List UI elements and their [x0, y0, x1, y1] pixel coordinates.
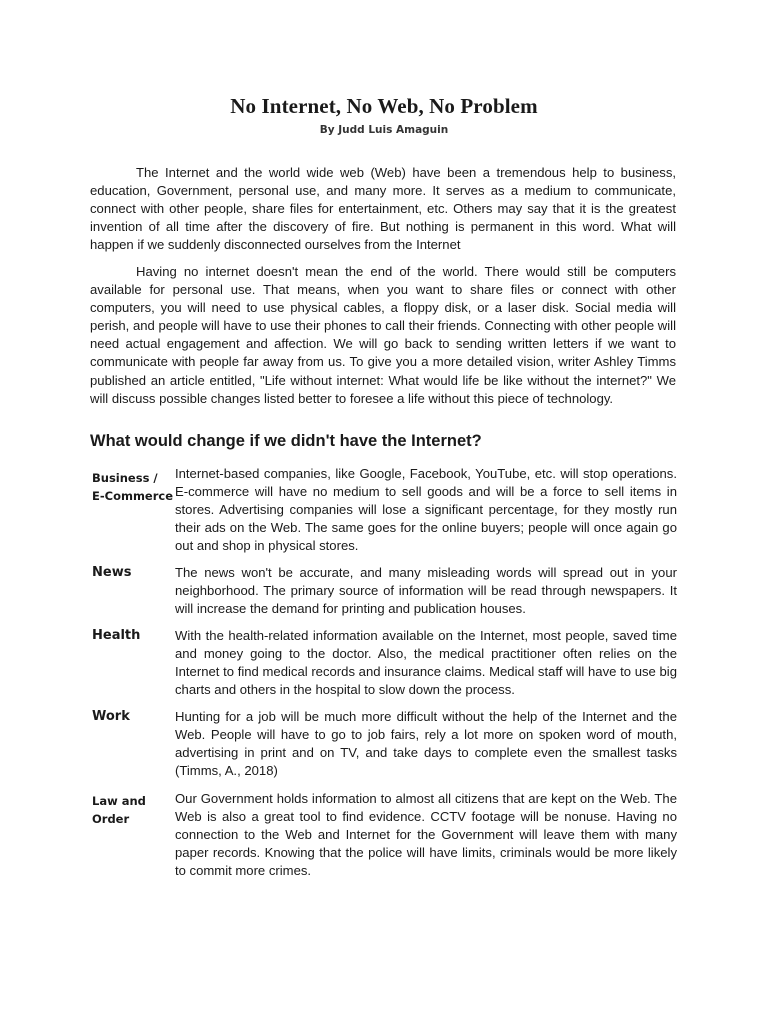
row-text-business: Internet-based companies, like Google, Facebook, YouTube, etc. will stop operations. E-commerce will have no medium to sell goods and will be a force to sell items in stores. Advertising companies will lose a significant percentage, for they mostly run their ads on the Web. The same goes for the online buyers; people will once again go out and shop in physical stores. — [175, 466, 677, 554]
document-title: No Internet, No Web, No Problem — [230, 94, 538, 118]
row-label-work — [92, 708, 130, 726]
row-label-business — [92, 469, 173, 505]
row-label-line: Business / — [92, 471, 158, 485]
row-label-health — [92, 627, 140, 645]
row-label-line: Order — [92, 812, 130, 826]
row-label-line: Work — [92, 709, 130, 724]
row-text-health: With the health-related information available on the Internet, most people, saved time and money going to the doctor. Also, the medical practitioner often relies on the Internet to find medical records and insurance claims. Medical staff will have to use big charts and others in the hospital to slow down the process. — [175, 628, 677, 698]
row-label-line: News — [92, 565, 132, 580]
row-label-line: Health — [92, 628, 141, 643]
row-text-work: Hunting for a job will be much more difficult without the help of the Internet and the Web. People will have to go to job fairs, rely a lot more on spoken word of mouth, advertising in print and on TV, and take days to complete even the smallest tasks (Timms, A., 2018) — [175, 709, 677, 779]
row-text-law-and-order: Our Government holds information to almost all citizens that are kept on the Web. The Web is also a great tool to find evidence. CCTV footage will be nonuse. Having no connection to the Web and Internet for the Government will leave them with many paper records. Knowing that the police will have limits, criminals would be more likely to commit more crimes. — [175, 791, 677, 879]
second-paragraph: Having no internet doesn't mean the end of the world. There would still be computers available for personal use. That means, when you want to share files or connect with other computers, you will need to use physical cables, a floppy disk, or a laser disk. Social media will perish, and people will have to use their phones to call their friends. Connecting with other people will need actual engagement and affection. We will go back to sending written letters if we want to communicate with people far away from us. To give you a more detailed vision, writer Ashley Timms published an article entitled, "Life without internet: What would life be like without the internet?" We will discuss possible changes listed better to foresee a life without this piece of technology. — [90, 264, 676, 406]
row-text-news: The news won't be accurate, and many misleading words will spread out in your neighborhood. The primary source of information will be read through newspapers. It will increase the demand for printing and publication houses. — [175, 565, 677, 617]
row-label-news — [92, 564, 131, 582]
row-label-line: Law and — [92, 794, 146, 808]
row-label-line: E-Commerce — [92, 489, 174, 503]
intro-paragraph: The Internet and the world wide web (Web) have been a tremendous help to business, education, Government, personal use, and many more. It serves as a medium to communicate, connect with other people, share files for entertainment, etc. Others may say that it is the greatest invention of all time after the discovery of fire. But nothing is permanent in this word. What will happen if we suddenly disconnected ourselves from the Internet — [90, 165, 676, 253]
author-byline: By Judd Luis Amaguin — [319, 124, 449, 136]
row-label-law-and-order — [92, 792, 146, 828]
section-heading: What would change if we didn't have the Internet? — [90, 432, 482, 450]
